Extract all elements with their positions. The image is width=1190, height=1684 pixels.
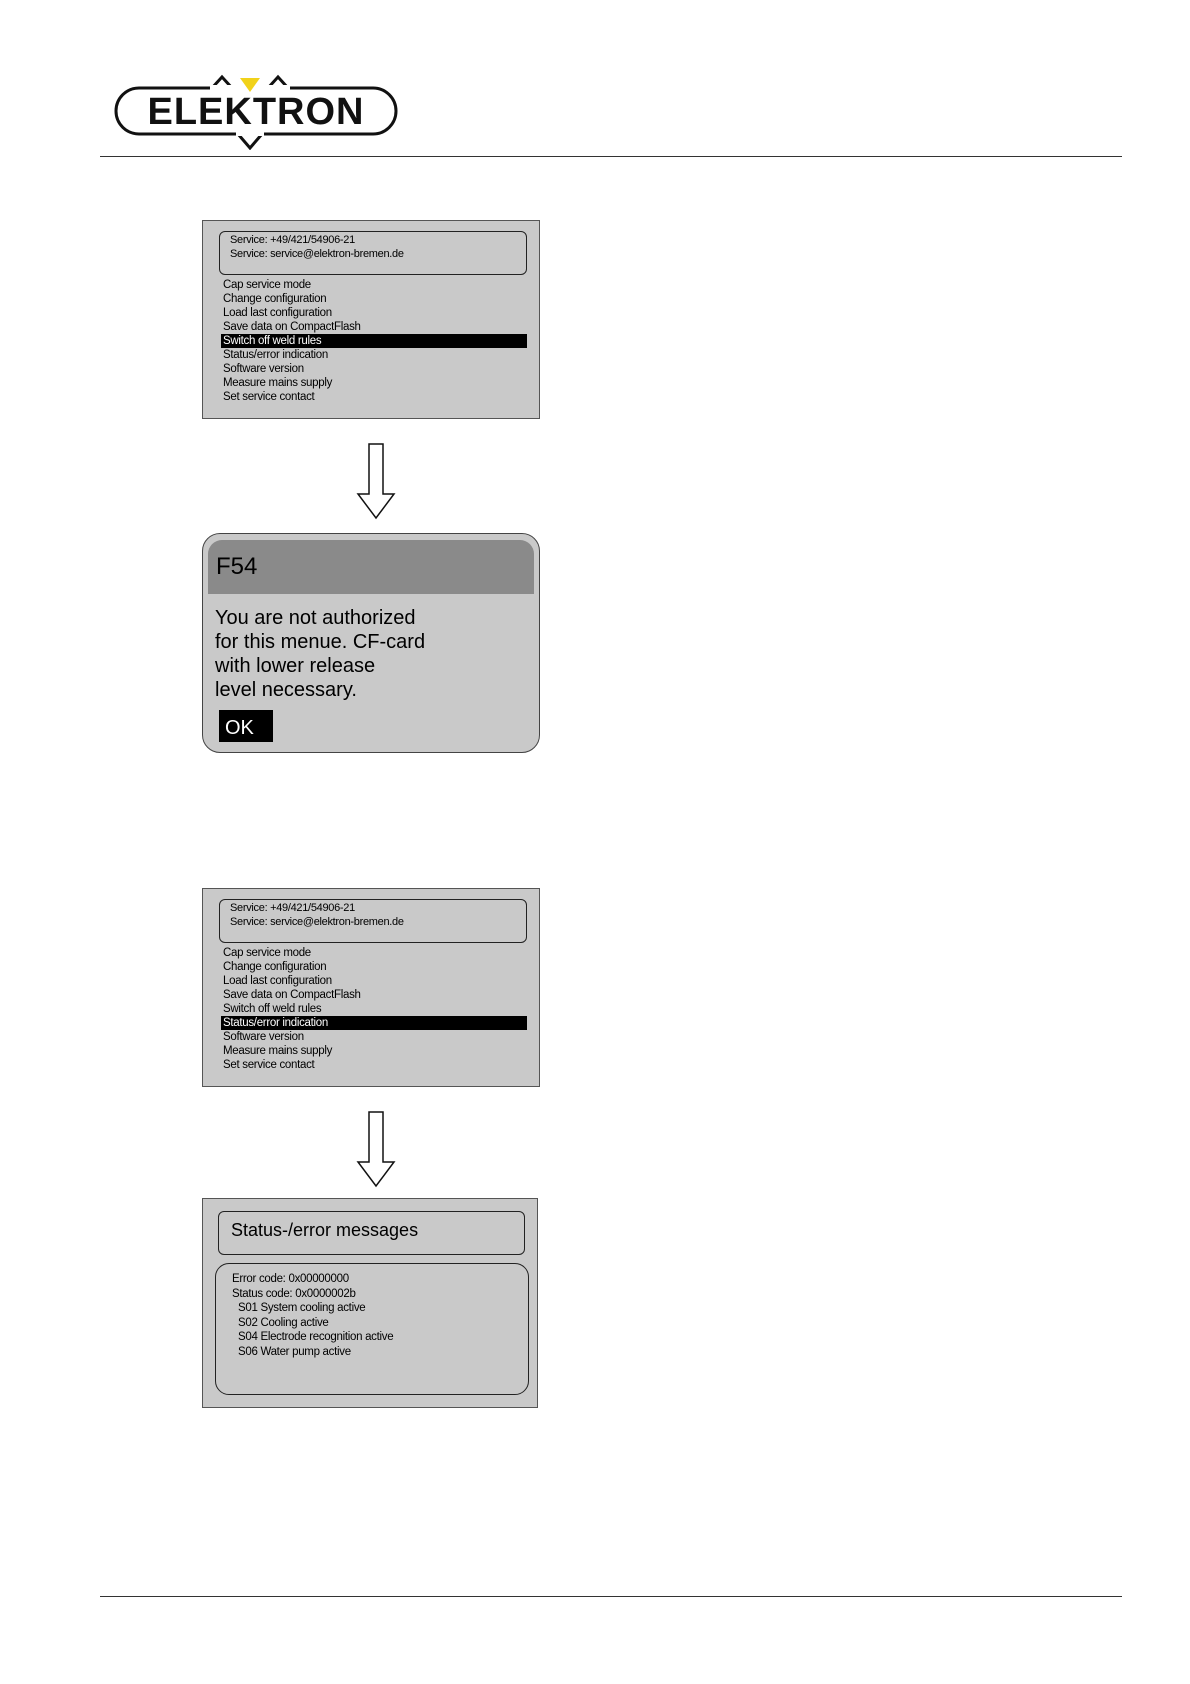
menu-item-switch-off-weld-rules[interactable]: Switch off weld rules <box>223 1003 322 1015</box>
menu-item-save-data-compactflash[interactable]: Save data on CompactFlash <box>223 989 361 1001</box>
service-menu-screen-1 <box>202 220 540 419</box>
service-contact-box <box>219 899 527 943</box>
ok-button[interactable]: OK <box>219 710 273 742</box>
menu-item-load-last-configuration[interactable]: Load last configuration <box>223 307 332 319</box>
status-messages-panel <box>215 1263 529 1395</box>
menu-item-change-configuration[interactable]: Change configuration <box>223 293 327 305</box>
menu-item-switch-off-weld-rules[interactable]: Switch off weld rules <box>221 334 527 348</box>
status-message: S01 System cooling active <box>238 1302 366 1314</box>
status-message: S04 Electrode recognition active <box>238 1331 394 1343</box>
service-email: Service: service@elektron-bremen.de <box>230 916 404 928</box>
error-message-line: with lower release <box>215 655 376 677</box>
service-menu-list <box>221 278 527 404</box>
service-email: Service: service@elektron-bremen.de <box>230 248 404 260</box>
status-code-value: Status code: 0x0000002b <box>232 1287 356 1300</box>
menu-item-set-service-contact[interactable]: Set service contact <box>223 1059 315 1071</box>
status-screen-title: Status-/error messages <box>218 1211 525 1255</box>
menu-item-load-last-configuration[interactable]: Load last configuration <box>223 975 332 987</box>
menu-item-change-configuration[interactable]: Change configuration <box>223 961 327 973</box>
menu-item-save-data-compactflash[interactable]: Save data on CompactFlash <box>223 321 361 333</box>
menu-item-software-version[interactable]: Software version <box>223 363 304 375</box>
error-message-line: level necessary. <box>215 679 357 701</box>
service-contact-box <box>219 231 527 275</box>
status-error-screen <box>202 1198 538 1408</box>
error-code-value: Error code: 0x00000000 <box>232 1273 349 1285</box>
down-arrow-icon <box>356 1110 396 1188</box>
header-divider <box>100 156 1122 157</box>
menu-item-measure-mains-supply[interactable]: Measure mains supply <box>223 1045 333 1057</box>
error-message-line: for this menue. CF-card <box>215 631 426 653</box>
error-code-title: F54 <box>208 540 534 594</box>
error-message-line: You are not authorized <box>215 607 416 629</box>
service-menu-screen-2 <box>202 888 540 1087</box>
menu-item-cap-service-mode[interactable]: Cap service mode <box>223 947 311 959</box>
error-message <box>215 606 531 702</box>
service-phone: Service: +49/421/54906-21 <box>230 234 355 246</box>
menu-item-status-error-indication[interactable]: Status/error indication <box>221 1016 527 1030</box>
status-message: S02 Cooling active <box>238 1316 329 1329</box>
elektron-logo <box>112 72 402 150</box>
service-phone: Service: +49/421/54906-21 <box>230 902 355 914</box>
status-message: S06 Water pump active <box>238 1345 351 1358</box>
menu-item-set-service-contact[interactable]: Set service contact <box>223 391 315 403</box>
service-menu-list <box>221 946 527 1072</box>
svg-text:ELEKTRON: ELEKTRON <box>147 91 365 133</box>
menu-item-measure-mains-supply[interactable]: Measure mains supply <box>223 377 333 389</box>
down-arrow-icon <box>356 442 396 520</box>
footer-divider <box>100 1596 1122 1597</box>
error-dialog <box>202 533 540 753</box>
menu-item-cap-service-mode[interactable]: Cap service mode <box>223 279 311 291</box>
menu-item-software-version[interactable]: Software version <box>223 1031 304 1043</box>
menu-item-status-error-indication[interactable]: Status/error indication <box>223 349 328 361</box>
